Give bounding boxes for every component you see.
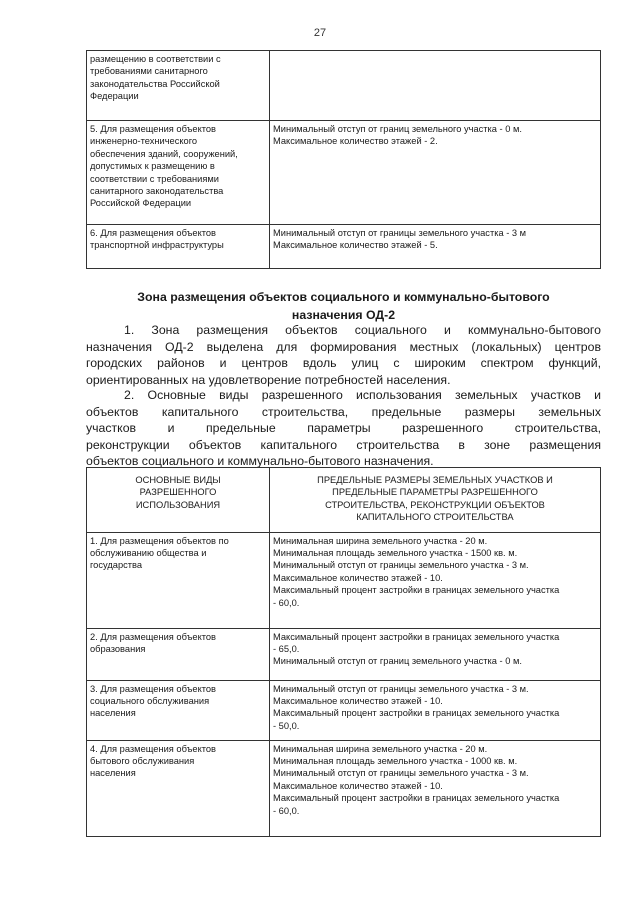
paragraph-line: назначения ОД-2 выделена для формирования местных (локальных) центров xyxy=(86,339,601,354)
table-row xyxy=(87,680,601,740)
parameters-cell xyxy=(270,628,601,680)
permitted-use-cell xyxy=(87,740,270,836)
table-row xyxy=(87,740,601,836)
cell-line: Минимальный отступ от границы земельного участка - 3 м. xyxy=(273,560,529,571)
page-number: 27 xyxy=(313,27,327,39)
header-line: ПРЕДЕЛЬНЫЕ ПАРАМЕТРЫ РАЗРЕШЕННОГО xyxy=(332,487,538,498)
cell-line: соответствии с требованиями xyxy=(90,173,219,184)
cell-line: 1. Для размещения объектов по xyxy=(90,535,229,546)
permitted-use-table-continued xyxy=(86,50,601,269)
permitted-use-cell xyxy=(87,628,270,680)
cell-line: социального обслуживания xyxy=(90,696,210,707)
cell-line: 5. Для размещения объектов xyxy=(90,124,216,134)
table-row xyxy=(87,51,601,121)
table-row xyxy=(87,225,601,269)
cell-line: обеспечения зданий, сооружений, xyxy=(90,148,238,159)
paragraph-1 xyxy=(86,322,601,388)
permitted-use-cell xyxy=(87,532,270,628)
cell-line: 2. Для размещения объектов xyxy=(90,631,216,642)
cell-line: - 50,0. xyxy=(273,720,300,731)
cell-line: допустимых к размещению в xyxy=(90,161,215,172)
cell-line: образования xyxy=(90,644,146,655)
cell-line: инженерно-технического xyxy=(90,136,198,147)
header-line: СТРОИТЕЛЬСТВА, РЕКОНСТРУКЦИИ ОБЪЕКТОВ xyxy=(325,499,545,510)
header-permitted-use xyxy=(87,468,270,533)
cell-line: бытового обслуживания xyxy=(90,756,195,767)
cell-line: Максимальное количество этажей - 10. xyxy=(273,780,443,791)
table-header-row xyxy=(87,468,601,533)
paragraph-line: ориентированных на удовлетворение потребностей населения. xyxy=(86,372,451,387)
cell-line: 4. Для размещения объектов xyxy=(90,743,216,754)
cell-line: транспортной инфраструктуры xyxy=(90,240,224,251)
cell-line: Максимальный процент застройки в границах земельного участка xyxy=(273,631,560,642)
parameters-cell xyxy=(270,225,601,269)
cell-line: требованиями санитарного xyxy=(90,66,208,77)
paragraph-line: объектов капитального строительства, предельные размеры земельных xyxy=(86,404,601,419)
permitted-use-cell xyxy=(87,121,270,225)
table-row xyxy=(87,532,601,628)
section-title xyxy=(86,288,601,324)
cell-line: Максимальный процент застройки в границах земельного участка xyxy=(273,793,560,804)
cell-line: Максимальный процент застройки в границах земельного участка xyxy=(273,708,560,719)
cell-line: - 60,0. xyxy=(273,805,300,816)
cell-line: населения xyxy=(90,708,136,719)
cell-line: 6. Для размещения объектов xyxy=(90,228,216,238)
cell-line: государства xyxy=(90,560,143,571)
header-line: РАЗРЕШЕННОГО xyxy=(139,487,217,498)
header-line: ИСПОЛЬЗОВАНИЯ xyxy=(135,499,221,510)
parameters-cell xyxy=(270,740,601,836)
parameters-cell xyxy=(270,51,601,121)
paragraph-line: участков и предельные параметры разрешенного строительства, xyxy=(86,421,601,435)
header-parameters xyxy=(270,468,601,533)
cell-line: населения xyxy=(90,768,136,779)
cell-line: законодательства Российской xyxy=(90,78,220,89)
cell-line: Минимальная ширина земельного участка - 20 м. xyxy=(273,743,488,754)
parameters-cell xyxy=(270,121,601,225)
table-row xyxy=(87,628,601,680)
paragraph-line: объектов социального и коммунально-бытового назначения. xyxy=(86,454,434,468)
section-title-line-2: назначения ОД-2 xyxy=(291,308,396,322)
permitted-use-cell xyxy=(87,225,270,269)
paragraph-line: 1. Зона размещения объектов социального и коммунально-бытового xyxy=(124,323,601,337)
od2-permitted-use-table xyxy=(86,467,601,837)
header-line: КАПИТАЛЬНОГО СТРОИТЕЛЬСТВА xyxy=(356,512,514,523)
permitted-use-cell xyxy=(87,680,270,740)
cell-line: Минимальная площадь земельного участка - 1000 кв. м. xyxy=(273,756,518,767)
section-title-line-1: Зона размещения объектов социального и коммунально-бытового xyxy=(137,290,550,304)
cell-line: Максимальное количество этажей - 10. xyxy=(273,696,443,707)
cell-line: Минимальная площадь земельного участка - 1500 кв. м. xyxy=(273,548,518,559)
paragraph-line: городских районов и центров вдоль улиц с широким спектром функций, xyxy=(86,356,601,370)
cell-line: - 65,0. xyxy=(273,644,300,655)
cell-line: обслуживанию общества и xyxy=(90,548,207,559)
cell-line: 3. Для размещения объектов xyxy=(90,683,216,694)
paragraph-line: реконструкции объектов капитального строительства в зоне размещения xyxy=(86,437,601,452)
cell-line: Максимальное количество этажей - 10. xyxy=(273,572,443,583)
cell-line: Российской Федерации xyxy=(90,198,192,209)
cell-line: Минимальный отступ от границы земельного участка - 3 м xyxy=(273,228,527,238)
cell-line: Минимальный отступ от границы земельного участка - 3 м. xyxy=(273,768,529,779)
cell-line: Максимальный процент застройки в границах земельного участка xyxy=(273,585,560,596)
cell-line: Минимальный отступ от границ земельного участка - 0 м. xyxy=(273,124,522,134)
cell-line: Максимальное количество этажей - 5. xyxy=(273,240,438,251)
parameters-cell xyxy=(270,532,601,628)
cell-line: Минимальный отступ от границы земельного участка - 3 м. xyxy=(273,683,529,694)
table-row xyxy=(87,121,601,225)
cell-line: размещению в соответствии с xyxy=(90,54,221,64)
header-line: ОСНОВНЫЕ ВИДЫ xyxy=(135,475,221,485)
cell-line: Федерации xyxy=(90,91,139,102)
cell-line: санитарного законодательства xyxy=(90,186,224,197)
cell-line: - 60,0. xyxy=(273,597,300,608)
cell-line: Минимальная ширина земельного участка - 20 м. xyxy=(273,535,488,546)
paragraph-2 xyxy=(86,387,601,470)
permitted-use-cell xyxy=(87,51,270,121)
parameters-cell xyxy=(270,680,601,740)
cell-line: Минимальный отступ от границ земельного участка - 0 м. xyxy=(273,656,522,667)
cell-line: Максимальное количество этажей - 2. xyxy=(273,136,438,147)
header-line: ПРЕДЕЛЬНЫЕ РАЗМЕРЫ ЗЕМЕЛЬНЫХ УЧАСТКОВ И xyxy=(317,475,553,485)
paragraph-line: 2. Основные виды разрешенного использования земельных участков и xyxy=(124,388,601,402)
